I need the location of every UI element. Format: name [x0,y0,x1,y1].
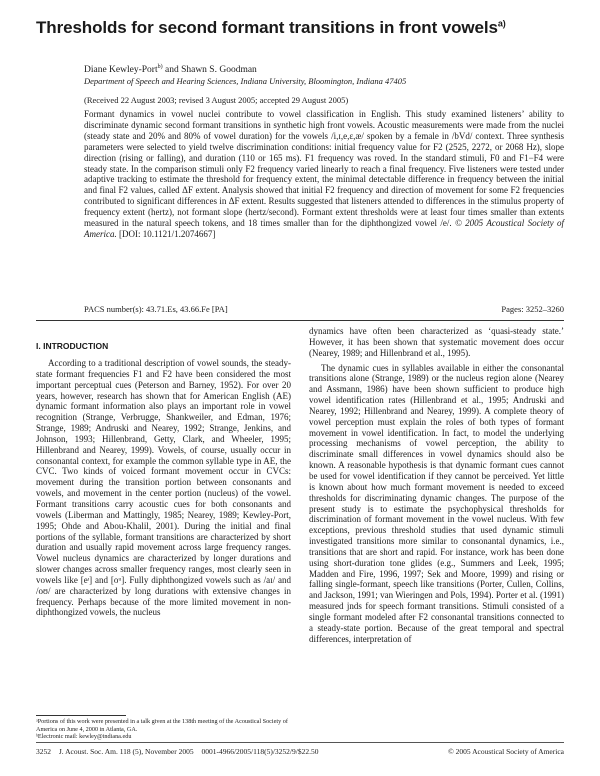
author-1-footnote-marker: b) [157,64,163,70]
footer-code: 0001-4966/2005/118(5)/3252/9/$22.50 [201,747,319,756]
footer-left [36,747,324,756]
left-paragraph-1: According to a traditional description of vowel sounds, the steady-state formant frequencies F1 and F2 have been considered the most important perceptual cues (Peterson and Barney, 1952). For over 20 years, however, research has shown that for American English (AE) dynamic formant information also plays an important role in vowel recognition (Strange, Verbrugge, Shankweiler, and Edman, 1976; Strange, 1989; Andruski and Nearey, 1992; Strange, Jenkins, and Johnson, 1993; Hillenbrand, Getty, Clark, and Wheeler, 1995; Hillenbrand and Nearey, 1999). Vowels, of course, usually occur in consonantal context, for example the common syllable type in AE, the CVC. Two kinds of voiced formant movement occur in CVCs: movement during the transition portion between consonants and vowels, and movement in the center portion (nucleus) of the vowel. Formant transitions carry acoustic cues for both consonants and vowels (Liberman and Mattingly, 1985; Nearey, 1989; Kewley-Port, 1995; Ohde and Abou-Khalil, 2001). During the initial and final portions of the syllable, formant transitions are characterized by short duration and usually rapid movement across large frequency ranges. Vowel nucleus dynamics are characterized by longer durations and slower changes across smaller frequency ranges, most clearly seen in vowels like [eᶦ] and [oᵘ]. Fully diphthongized vowels such as /aɪ/ and /oʊ/ are characterized by long durations with extensive changes in frequency. Perhaps because of the more limited movement in non-diphthongized vowels, the nucleus [36,358,291,618]
footnote-divider [36,715,126,716]
abstract-copyright: © 2005 Acoustical Society of America. [84,218,564,239]
footer-copyright: © 2005 Acoustical Society of America [448,747,564,756]
author-line [84,64,257,75]
section-heading-introduction: I. INTRODUCTION [36,341,109,351]
paper-title-text: Thresholds for second formant transitions in front vowels [36,18,498,37]
footer-journal: J. Acoust. Soc. Am. 118 (5), November 2005 [58,747,194,756]
footer-page-number: 3252 [36,747,51,756]
abstract-body: Formant dynamics in vowel nuclei contribute to vowel classification in English. This study examined listeners’ ability to discriminate dynamic second formant transitions in synthetic high front vowels. Acoustic measurements were made from the nuclei (steady state and 20% and 80% of vowel duration) for the vowels /i,ɪ,e,ɛ,æ/ spoken by a female in /bVd/ context. Three synthesis parameters were selected to yield twelve discrimination conditions: initial frequency value for F2 (2525, 2272, or 2068 Hz), slope direction (rising or falling), and duration (110 or 165 ms). F1 frequency was roved. In the standard stimuli, F0 and F1−F4 were steady state. In the comparison stimuli only F2 frequency varied linearly to reach a final frequency. Five listeners were tested under adaptive tracking to estimate the threshold for frequency extent, the minimal detectable difference in frequency between the initial and final F2 values, called ΔF extent. Analysis showed that initial F2 frequency and direction of movement for some F2 frequencies contributed to significant differences in ΔF extent. Results suggested that listeners attended to differences in the stimulus property of frequency extent (hertz), not formant slope (hertz/second). Formant extent thresholds were at least four times smaller than extents measured in the natural speech tokens, and 18 times smaller than for the diphthongized vowel /e/. [84,109,564,229]
pacs-numbers: PACS number(s): 43.71.Es, 43.66.Fe [PA] [84,304,228,314]
footnotes [36,718,291,741]
received-dates: (Received 22 August 2003; revised 3 August 2005; accepted 29 August 2005) [84,95,349,105]
left-column [36,358,291,618]
author-2: and Shawn S. Goodman [164,65,257,76]
right-paragraph-1: dynamics have often been characterized as ‘quasi-steady state.’ However, it has been shown that systematic movement does occur (Nearey, 1989; and Hillenbrand et al., 1995). [309,326,564,358]
header-divider [36,320,564,321]
paper-title [36,18,576,38]
affiliation: Department of Speech and Hearing Sciences, Indiana University, Bloomington, Indiana 47405 [84,76,407,86]
right-column [309,326,564,644]
footnote-a: ᵃPortions of this work were presented in a talk given at the 138th meeting of the Acoustical Society of America on June 4, 2000 in Atlanta, GA. [36,718,288,733]
page-range: Pages: 3252–3260 [501,304,564,314]
right-paragraph-2: The dynamic cues in syllables available in either the consonantal transitions alone (Strange, 1989) or the nucleus region alone (Nearey and Assmann, 1986) have been shown sufficient to produce high vowel identification rates (Hillenbrand et al., 1995; Andruski and Nearey, 1992; Hillenbrand and Nearey, 1999). A complete theory of vowel perception must explain the roles of both types of formant movement in vowel identification. In fact, to model the underlying processing mechanisms of vowel perception, the ability to discriminate small differences in vowel dynamics should also be known. A reasonable hypothesis is that dynamic formant cues cannot be used for vowel identification if they cannot be perceived. Yet little is known about how much formant movement is needed to exceed thresholds for discriminating dynamic changes. The purpose of the present study is to estimate the psychophysical thresholds for discrimination of formant movement in the vowel nucleus. With few exceptions, previous threshold studies that used dynamic stimuli investigated transitions more similar to consonantal dynamics, i.e., transitions that are short and rapid. For instance, work has been done using short-duration tone glides (e.g., Summers and Leek, 1995; Madden and Fire, 1996, 1997; Sek and Moore, 1999) and rising or falling single-formant, speech like transitions (Porter, Cullen, Collins, and Jackson, 1991; van Wieringen and Pols, 1994). Porter et al. (1991) measured jnds for speech formant transitions. Stimuli consisted of a single formant modeled after F2 consonantal transitions connected to a steady-state portion. Because of the great temporal and spectral differences, interpretation of [309,362,564,644]
footnote-b: ᵇElectronic mail: kewley@indiana.edu [36,733,132,741]
abstract-doi: [DOI: 10.1121/1.2074667] [116,228,216,239]
title-footnote-marker: a) [497,18,506,29]
footer-divider [36,742,564,743]
abstract [84,109,564,240]
author-1: Diane Kewley-Port [84,65,158,76]
